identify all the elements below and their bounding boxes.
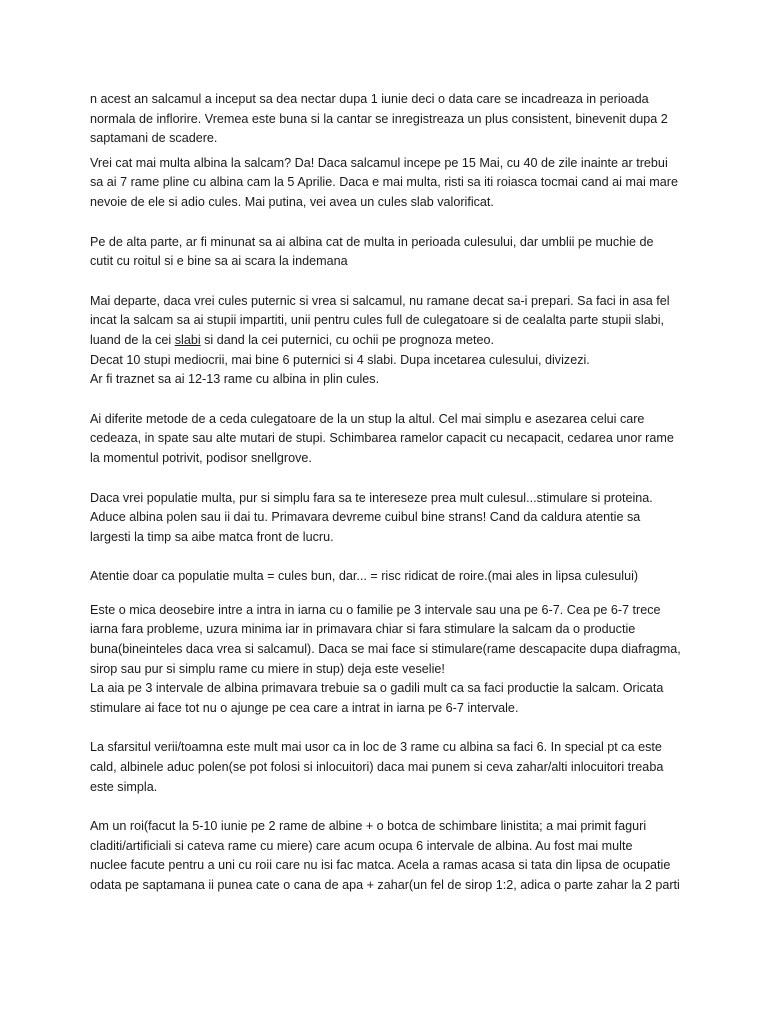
- text-line: buna(bineinteles daca vrea si salcamul). Daca se mai face si stimulare(rame descapacite dupa diafragma,: [90, 642, 681, 657]
- paragraph-6: [90, 489, 720, 548]
- text-line: La sfarsitul verii/toamna este mult mai usor ca in loc de 3 rame cu albina sa faci 6. In special pt ca este: [90, 740, 662, 755]
- text-line-with-underline: [90, 331, 720, 351]
- text-line: largesti la timp sa aibe matca front de lucru.: [90, 529, 334, 544]
- text-line: normala de inflorire. Vremea este buna si la cantar se inregistreaza un plus consistent, binevenit dupa 2: [90, 111, 668, 126]
- text-line: Mai departe, daca vrei cules puternic si vrea si salcamul, nu ramane decat sa-i prepari. Sa faci in asa fel: [90, 293, 670, 308]
- text-segment: si dand la cei puternici, cu ochii pe prognoza meteo.: [200, 332, 494, 347]
- text-line: este simpla.: [90, 779, 158, 794]
- text-line: cutit cu roitul si e bine sa ai scara la indemana: [90, 254, 348, 269]
- text-line: Atentie doar ca populatie multa = cules bun, dar... = risc ridicat de roire.(mai ales in lipsa culesului): [90, 569, 639, 584]
- text-line: cald, albinele aduc polen(se pot folosi si inlocuitori) daca mai punem si ceva zahar/alti inlocuitori treaba: [90, 760, 664, 775]
- text-line: claditi/artificiali si cateva rame cu miere) care acum ocupa 6 intervale de albina. Au fost mai multe: [90, 838, 633, 853]
- paragraph-9: [90, 738, 720, 797]
- text-line: La aia pe 3 intervale de albina primavara trebuie sa o gadili mult ca sa faci productie la salcam. Oricata: [90, 681, 664, 696]
- text-line: Am un roi(facut la 5-10 iunie pe 2 rame de albine + o botca de schimbare linistita; a mai primit faguri: [90, 819, 647, 834]
- text-line: Vrei cat mai multa albina la salcam? Da! Daca salcamul incepe pe 15 Mai, cu 40 de zile inainte ar trebui: [90, 155, 668, 170]
- paragraph-10: [90, 817, 720, 895]
- text-line: odata pe saptamana ii punea cate o cana de apa + zahar(un fel de sirop 1:2, adica o parte zahar la 2 parti: [90, 878, 680, 892]
- paragraph-5: [90, 410, 720, 469]
- text-line: sirop sau pur si simplu rame cu miere in stup) deja este veselie!: [90, 661, 445, 676]
- text-line: incat la salcam sa ai stupii impartiti, unii pentru cules full de culegatoare si de cealalta parte stupii slabi,: [90, 313, 665, 328]
- paragraph-3: [90, 233, 720, 272]
- text-line: Ar fi traznet sa ai 12-13 rame cu albina in plin cules.: [90, 372, 380, 387]
- text-line: sa ai 7 rame pline cu albina cam la 5 Aprilie. Daca e mai multa, risti sa iti roiasca tocmai cand ai mai mare: [90, 175, 678, 190]
- text-line: saptamani de scadere.: [90, 131, 218, 146]
- paragraph-2: [90, 154, 720, 213]
- text-line: Daca vrei populatie multa, pur si simplu fara sa te intereseze prea mult culesul...stimulare si proteina.: [90, 490, 653, 505]
- paragraph-8: [90, 601, 720, 719]
- paragraph-7: [90, 567, 720, 587]
- text-line: iarna fara probleme, uzura minima iar in primavara chiar si fara stimulare la salcam da o productie: [90, 622, 636, 637]
- paragraph-1: [90, 90, 720, 149]
- text-line: Decat 10 stupi mediocrii, mai bine 6 puternici si 4 slabi. Dupa incetarea culesului, divizezi.: [90, 352, 590, 367]
- text-line: cedeaza, in spate sau alte mutari de stupi. Schimbarea ramelor capacit cu necapacit, cedarea unor rame: [90, 431, 674, 446]
- text-line: Este o mica deosebire intre a intra in iarna cu o familie pe 3 intervale sau una pe 6-7. Cea pe 6-7 trece: [90, 602, 661, 617]
- text-line: Aduce albina polen sau ii dai tu. Primavara devreme cuibul bine strans! Cand da caldura atentie sa: [90, 510, 641, 525]
- text-line: Pe de alta parte, ar fi minunat sa ai albina cat de multa in perioada culesului, dar umblii pe muchie de: [90, 234, 654, 249]
- text-line: n acest an salcamul a inceput sa dea nectar dupa 1 iunie deci o data care se incadreaza in perioada: [90, 92, 649, 106]
- text-line: Ai diferite metode de a ceda culegatoare de la un stup la altul. Cel mai simplu e asezarea celui care: [90, 411, 645, 426]
- text-line: nevoie de ele si adio cules. Mai putina, vei avea un cules slab valorificat.: [90, 194, 494, 209]
- text-line: la momentul potrivit, podisor snellgrove.: [90, 450, 312, 465]
- underlined-word: slabi: [174, 332, 201, 347]
- text-line: nuclee facute pentru a uni cu roii care nu isi fac matca. Acela a ramas acasa si tata din lipsa de ocupatie: [90, 858, 671, 873]
- text-segment: luand de la cei: [90, 332, 175, 347]
- text-line: stimulare ai face tot nu o ajunge pe cea care a intrat in iarna pe 6-7 intervale.: [90, 700, 519, 715]
- paragraph-4: [90, 292, 720, 390]
- document-body: [90, 90, 720, 896]
